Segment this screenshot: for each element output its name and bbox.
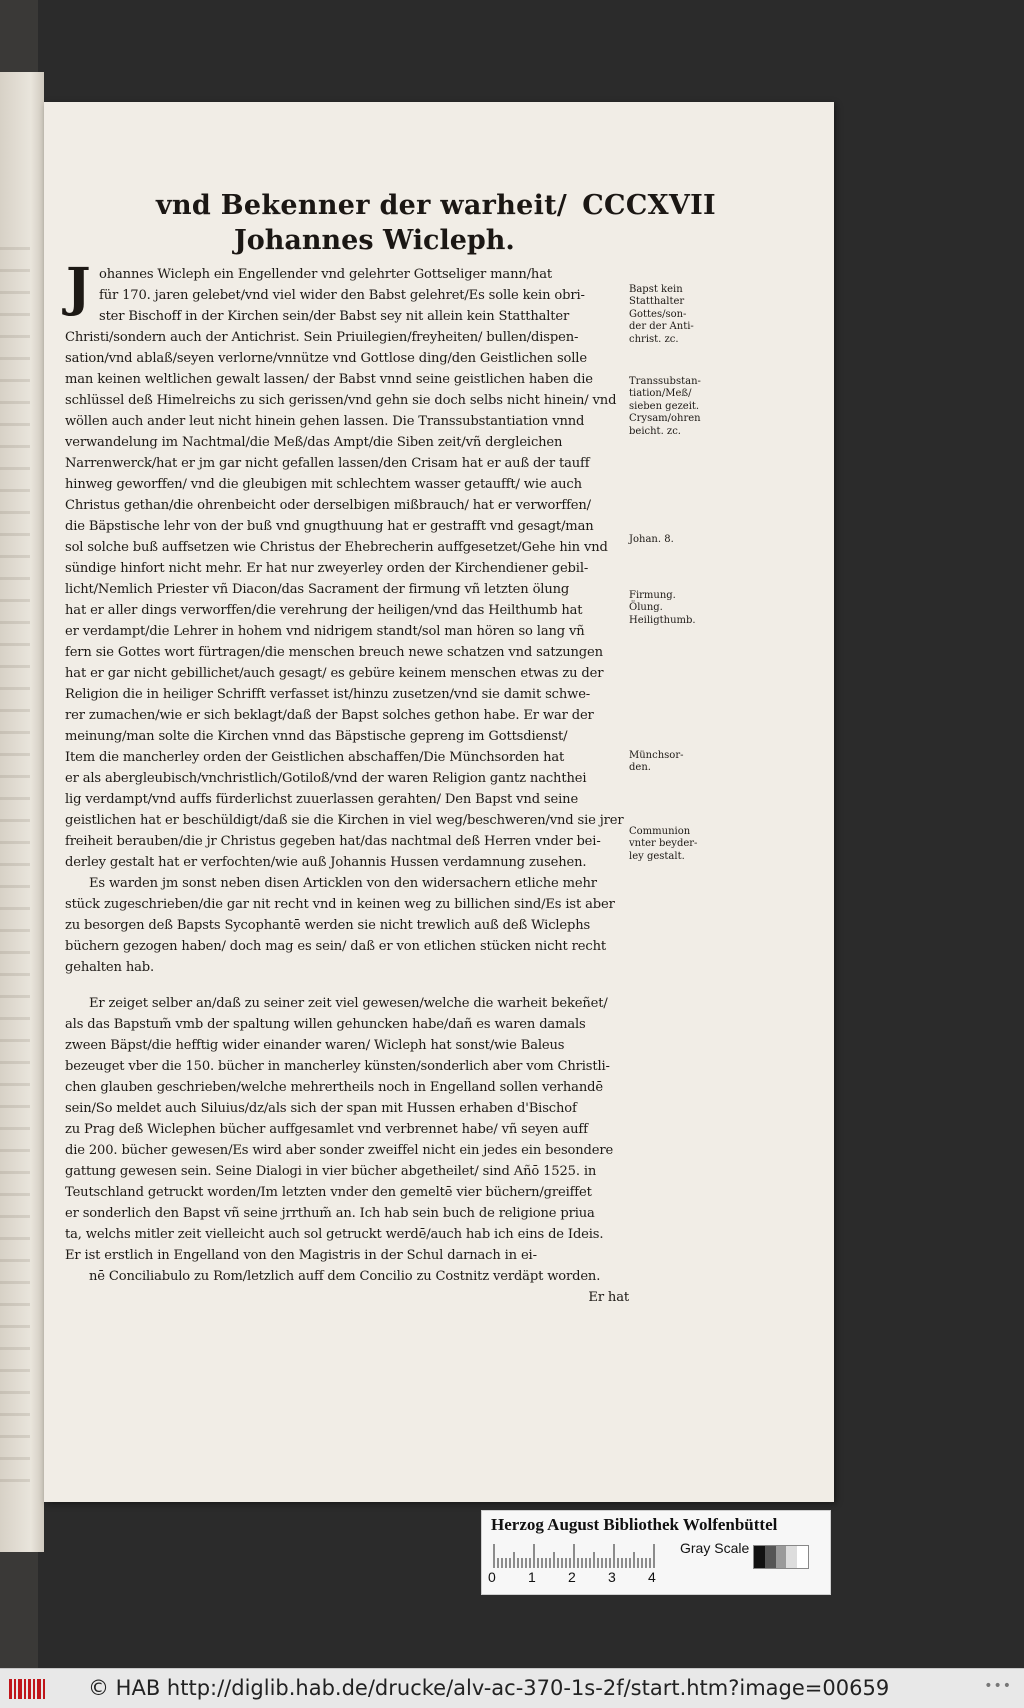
chapter-title: Johannes Wicleph. — [234, 225, 515, 256]
ruler-number: 1 — [528, 1569, 536, 1585]
text-line: ohannes Wicleph ein Engellender vnd gelehrter Gottseliger mann/hat — [99, 267, 552, 282]
footer-copyright-url[interactable]: © HAB http://diglib.hab.de/drucke/alv-ac-370-1s-2f/start.htm?image=00659 — [88, 1676, 890, 1700]
text-line: hat er aller dings verworffen/die verehrung der heiligen/vnd das Heilthumb hat — [65, 603, 583, 618]
gray-scale-label: Gray Scale — [680, 1540, 750, 1556]
text-line: zween Bäpst/die hefftig wider einander waren/ Wicleph hat sonst/wie Baleus — [65, 1038, 565, 1053]
text-line: lig verdampt/vnd auffs fürderlichst zuuerlassen gerahten/ Den Bapst vnd seine — [65, 792, 579, 807]
text-line: die Bäpstische lehr von der buß vnd gnugthuung hat er gestrafft vnd gesagt/man — [65, 519, 594, 534]
marginal-note-johan: Johan. 8. — [629, 534, 674, 545]
previous-page-edge — [0, 72, 44, 1552]
drop-cap: J — [66, 257, 91, 318]
library-name: Herzog August Bibliothek Wolfenbüttel — [491, 1515, 778, 1534]
ruler-number: 4 — [648, 1569, 656, 1585]
text-line: ta, welchs mitler zeit vielleicht auch sol getruckt werdē/auch hab ich eins de Ideis. — [65, 1227, 604, 1242]
text-line: geistlichen hat er beschüldigt/daß sie die Kirchen in viel weg/beschweren/vnd sie jrer — [65, 813, 624, 828]
text-line: Es warden jm sonst neben disen Articklen von den widersachern etliche mehr — [89, 876, 597, 891]
viewer-footer — [0, 1668, 1024, 1708]
text-line: sol solche buß auffsetzen wie Christus der Ehebrecherin auffgesetzet/Gehe hin vnd — [65, 540, 608, 555]
text-line: Item die mancherley orden der Geistlichen abschaffen/Die Münchsorden hat — [65, 750, 565, 765]
text-line: Religion die in heiliger Schrifft verfasset ist/hinzu zusetzen/vnd sie damit schwe- — [65, 687, 591, 702]
text-line: sein/So meldet auch Siluius/dz/als sich der span mit Hussen erhaben d'Bischof — [65, 1101, 577, 1116]
text-line: zu Prag deß Wiclephen bücher auffgesamlet vnd verbrennet habe/ vñ seyen auff — [65, 1122, 588, 1137]
ruler-ticks — [492, 1542, 662, 1568]
previous-page-text-ghost — [0, 242, 30, 1482]
text-line: Er hat — [588, 1290, 629, 1305]
text-line: er sonderlich den Bapst vñ seine jrrthum̃ an. Ich hab sein buch de religione priua — [65, 1206, 595, 1221]
text-line: derley gestalt hat er verfochten/wie auß Johannis Hussen verdamnung zusehen. — [65, 855, 587, 870]
text-line: zu besorgen deß Bapsts Sycophantē werden sie nicht trewlich auß deß Wiclephs — [65, 918, 591, 933]
text-line: ster Bischoff in der Kirchen sein/der Babst sey nit allein kein Statthalter — [99, 309, 570, 324]
scale-ruler — [492, 1542, 662, 1568]
hab-barcode-icon[interactable] — [8, 1677, 46, 1701]
body-text — [65, 257, 631, 1308]
gray-swatch — [754, 1546, 765, 1568]
text-line: man keinen weltlichen gewalt lassen/ der Babst vnnd seine geistlichen haben die — [65, 372, 593, 387]
text-line: für 170. jaren gelebet/vnd viel wider den Babst gelehret/Es solle kein obri- — [99, 288, 585, 303]
text-line: wöllen auch ander leut nicht hinein gehen lassen. Die Transsubstantiation vnnd — [65, 414, 585, 429]
ruler-number: 2 — [568, 1569, 576, 1585]
text-line: hinweg geworffen/ vnd die gleubigen mit schlechtem wasser getaufft/ wie auch — [65, 477, 582, 492]
text-line: Er ist erstlich in Engelland von den Magistris in der Schul darnach in ei- — [65, 1248, 537, 1263]
text-line: Er zeiget selber an/daß zu seiner zeit viel gewesen/welche die warheit bekeñet/ — [89, 996, 608, 1011]
text-line: als das Bapstum̃ vmb der spaltung willen gehuncken habe/dañ es waren damals — [65, 1017, 586, 1032]
text-line: stück zugeschrieben/die gar nit recht vnd in keinen weg zu billichen sind/Es ist aber — [65, 897, 615, 912]
text-line: er verdampt/die Lehrer in hohem vnd nidrigem standt/sol man hören so lang vñ — [65, 624, 585, 639]
ruler-number: 3 — [608, 1569, 616, 1585]
text-line: freiheit berauben/die jr Christus gegeben hat/das nachtmal deß Herren vnder bei- — [65, 834, 601, 849]
text-line: bezeuget vber die 150. bücher in mancherley künsten/sonderlich aber vom Christli- — [65, 1059, 610, 1074]
running-head-text: vnd Bekenner der warheit/ — [156, 190, 568, 221]
text-line: verwandelung im Nachtmal/die Meß/das Ampt/die Siben zeit/vñ dergleichen — [65, 435, 563, 450]
text-line: die 200. bücher gewesen/Es wird aber sonder zweiffel nicht ein jedes ein besondere — [65, 1143, 614, 1158]
text-line: fern sie Gottes wort fürtragen/die menschen breuch newe schatzen vnd satzungen — [65, 645, 603, 660]
folio-number: CCCXVII — [582, 190, 716, 221]
ellipsis-icon[interactable]: ••• — [984, 1678, 1012, 1694]
text-line: schlüssel deß Himelreichs zu sich gerissen/vnd gehn sie doch selbs nicht hinein/ vnd — [65, 393, 617, 408]
text-line: hat er gar nicht gebillichet/auch gesagt/ es gebüre keinem menschen etwas zu der — [65, 666, 604, 681]
text-line: sündige hinfort nicht mehr. Er hat nur zweyerley orden der Kirchendiener gebil- — [65, 561, 589, 576]
gray-scale-swatches — [753, 1545, 809, 1569]
text-line: chen glauben geschrieben/welche mehrertheils noch in Engelland sollen verhandē — [65, 1080, 603, 1095]
text-line: Christus gethan/die ohrenbeicht oder derselbigen mißbrauch/ hat er verworffen/ — [65, 498, 591, 513]
book-page — [44, 102, 834, 1502]
gray-swatch — [797, 1546, 808, 1568]
marginal-note-transsubstantiation: Transsubstan- tiation/Meß/ sieben gezeit. Crysam/ohren beicht. zc. — [629, 376, 701, 437]
marginal-note-firmung: Firmung. Ölung. Heiligthumb. — [629, 590, 696, 626]
gray-swatch — [786, 1546, 797, 1568]
text-line: Narrenwerck/hat er jm gar nicht gefallen lassen/den Crisam hat er auß der tauff — [65, 456, 590, 471]
text-line: licht/Nemlich Priester vñ Diacon/das Sacrament der firmung vñ letzten ölung — [65, 582, 570, 597]
text-line: Christi/sondern auch der Antichrist. Sein Priuilegien/freyheiten/ bullen/dispen- — [65, 330, 579, 345]
paragraph-gap — [65, 978, 631, 993]
library-color-stamp — [481, 1510, 831, 1595]
text-line: nē Conciliabulo zu Rom/letzlich auff dem Concilio zu Costnitz verdäpt worden. — [89, 1269, 601, 1284]
running-head — [156, 190, 716, 221]
text-line: er als abergleubisch/vnchristlich/Gotiloß/vnd der waren Religion gantz nachthei — [65, 771, 587, 786]
text-line: gehalten hab. — [65, 960, 154, 975]
text-line: meinung/man solte die Kirchen vnnd das Bäpstische gepreng im Gottsdienst/ — [65, 729, 568, 744]
text-line: sation/vnd ablaß/seyen verlorne/vnnütze vnd Gottlose ding/den Geistlichen solle — [65, 351, 587, 366]
marginal-note-communion: Communion vnter beyder- ley gestalt. — [629, 826, 698, 862]
text-line: büchern gezogen haben/ doch mag es sein/ daß er von etlichen stücken nicht recht — [65, 939, 606, 954]
gray-swatch — [765, 1546, 776, 1568]
text-line: Teutschland getruckt worden/Im letzten vnder den gemeltē vier büchern/greiffet — [65, 1185, 592, 1200]
text-line: rer zumachen/wie er sich beklagt/daß der Bapst solches gethon habe. Er war der — [65, 708, 594, 723]
ruler-number: 0 — [488, 1569, 496, 1585]
marginal-note-bapst: Bapst kein Statthalter Gottes/son- der der Anti- christ. zc. — [629, 284, 694, 345]
marginal-note-muenchsorden: Münchsor- den. — [629, 750, 684, 774]
gray-swatch — [776, 1546, 787, 1568]
text-line: gattung gewesen sein. Seine Dialogi in vier bücher abgetheilet/ sind Añō 1525. in — [65, 1164, 597, 1179]
